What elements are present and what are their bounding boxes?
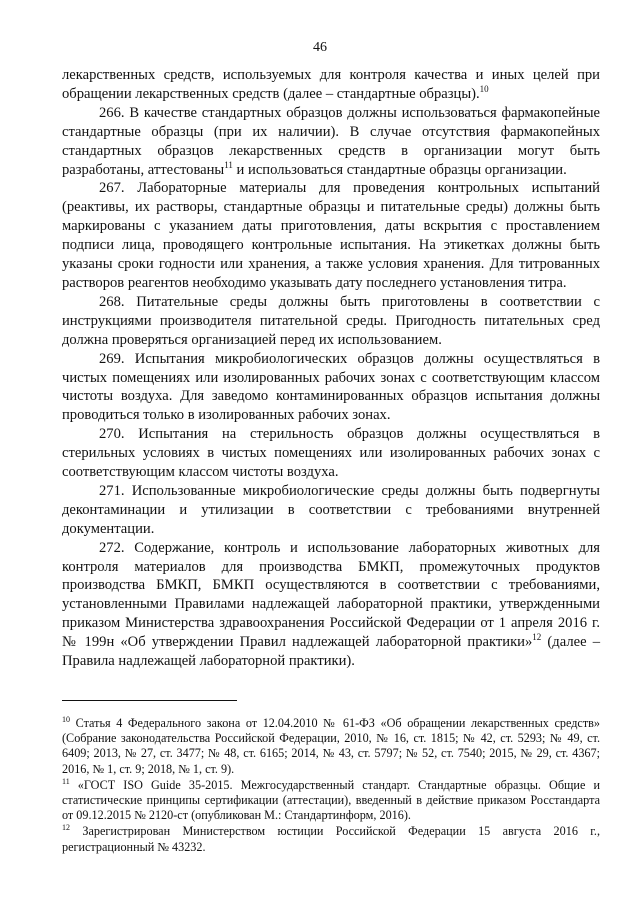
footnote-number: 10 — [62, 715, 70, 724]
body-text — [62, 66, 600, 671]
footnote-text: Статья 4 Федерального закона от 12.04.2010 № 61-ФЗ «Об обращении лекарственных средств» (Собрание законодательства Российской Федерации, 2010, № 16, ст. 1815; № 42, ст. 5293; № 49, ст. 6409; 2013, № 27, ст. 3477; № 48, ст. 6165; 2014, № 43, ст. 5797; № 52, ст. 7540; 2015, № 29, ст. 4367; 2016, № 1, ст. 9; 2018, № 1, ст. 9). — [62, 716, 600, 776]
paragraph-267: 267. Лабораторные материалы для проведения контрольных испытаний (реактивы, их растворы, стандартные образцы и питательные среды) должны быть маркированы с указанием даты приготовления, даты вскрытия с проставлением подписи лица, проводящего контрольные испытания. На этикетках должны быть указаны сроки годности или хранения, а также условия хранения. Для титрованных растворов реагентов необходимо указывать дату последнего установления титра. — [62, 180, 600, 291]
footnote-10 — [62, 716, 600, 777]
footnote-12 — [62, 824, 600, 854]
paragraph-text: и использоваться стандартные образцы организации. — [232, 161, 567, 178]
page-number: 46 — [313, 40, 327, 55]
paragraph-continuation — [62, 66, 600, 104]
footnote-text: Зарегистрирован Министерством юстиции Российской Федерации 15 августа 2016 г., регистрационный № 43232. — [62, 824, 600, 854]
footnote-ref-12[interactable]: 12 — [532, 632, 542, 643]
paragraph-269: 269. Испытания микробиологических образцов должны осуществляться в чистых помещениях или изолированных рабочих зонах с соответствующим классом чистоты воздуха. Для заведомо контаминированных образцов испытания должны проводиться только в изолированных рабочих зонах. — [62, 350, 600, 424]
paragraph-268: 268. Питательные среды должны быть приготовлены в соответствии с инструкциями производителя питательной среды. Пригодность питательных сред должна проверяться организацией перед их использованием. — [62, 293, 600, 348]
paragraph-271: 271. Использованные микробиологические среды должны быть подвергнуты деконтаминации и утилизации в соответствии с требованиями внутренней документации. — [62, 482, 600, 537]
footnote-number: 12 — [62, 823, 70, 833]
paragraph-text: (далее – Правила надлежащей лабораторной практики). — [62, 634, 600, 670]
footnote-ref-10[interactable]: 10 — [479, 83, 489, 94]
paragraph-272 — [62, 539, 600, 671]
footnote-text: «ГОСТ ISO Guide 35-2015. Межгосударственный стандарт. Стандартные образцы. Общие и статистические принципы сертификации (аттестации), введенный в действие приказом Росстандарта от 09.12.2015 № 2120-ст (опубликован М.: Стандартинформ, 2016). — [62, 777, 600, 823]
paragraph-266 — [62, 104, 600, 180]
paragraph-text: 266. В качестве стандартных образцов должны использоваться фармакопейные стандартные образцы (при их наличии). В случае отсутствия фармакопейных стандартных образцов лекарственных средств в организации могут быть разработаны, аттестованы — [62, 104, 600, 178]
paragraph-270: 270. Испытания на стерильность образцов должны осуществляться в стерильных условиях в чистых помещениях или изолированных рабочих зонах с соответствующим классом чистоты воздуха. — [62, 426, 600, 481]
footnote-separator — [62, 700, 237, 701]
footnotes — [62, 716, 600, 856]
footnote-number: 11 — [62, 776, 70, 786]
footnote-ref-11[interactable]: 11 — [224, 159, 233, 170]
footnote-11 — [62, 778, 600, 824]
paragraph-text: лекарственных средств, используемых для контроля качества и иных целей при обращении лекарственных средств (далее – стандартные образцы). — [62, 67, 600, 102]
paragraph-text: 272. Содержание, контроль и использование лабораторных животных для контроля материалов для производства БМКП, промежуточных продуктов производства БМКП, БМКП осуществляются в соответствии с требованиями, установленными Правилами надлежащей лабораторной практики, утвержденными приказом Министерства здравоохранения Российской Федерации от 1 апреля 2016 г. № 199н «Об утверждении Правил надлежащей лабораторной практики» — [62, 539, 600, 651]
